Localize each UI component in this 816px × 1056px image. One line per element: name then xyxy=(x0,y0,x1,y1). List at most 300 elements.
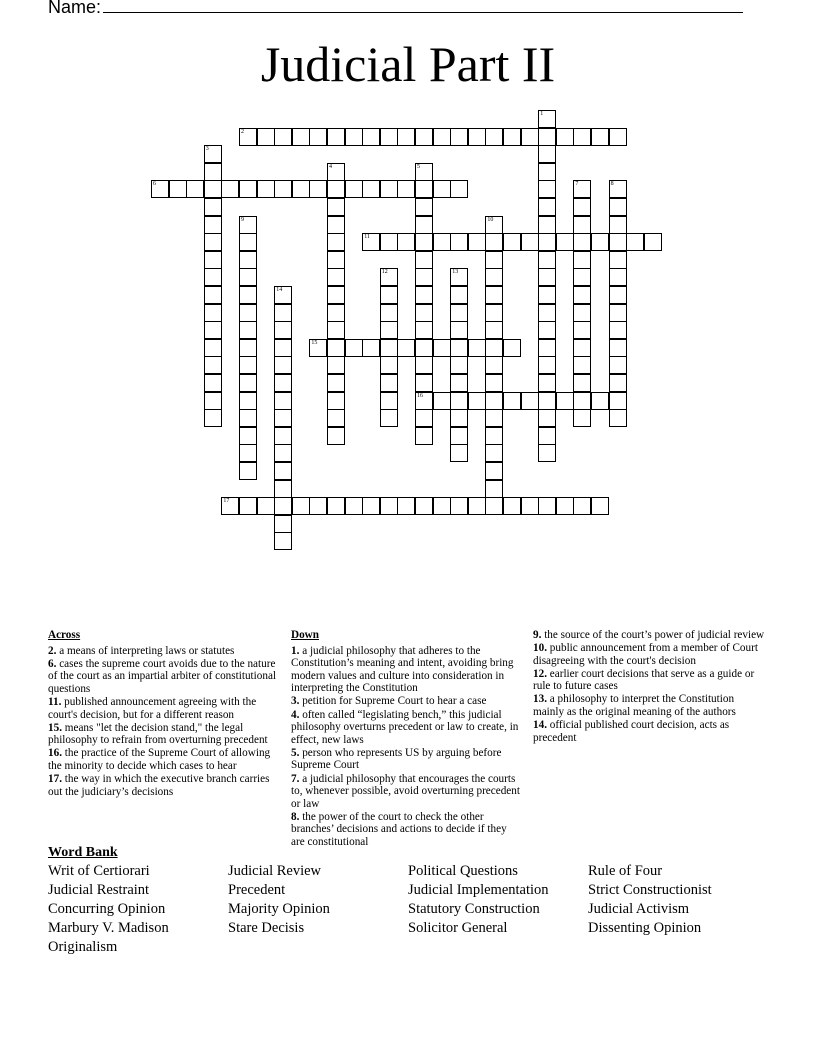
cell-number: 13 xyxy=(452,269,459,276)
grid-cell[interactable] xyxy=(609,356,627,374)
grid-cell[interactable] xyxy=(556,233,574,251)
grid-cell[interactable] xyxy=(415,268,433,286)
grid-cell[interactable] xyxy=(485,128,503,146)
grid-cell[interactable] xyxy=(415,233,433,251)
grid-cell[interactable] xyxy=(274,392,292,410)
grid-cell[interactable] xyxy=(257,180,275,198)
grid-cell[interactable] xyxy=(538,286,556,304)
grid-cell[interactable] xyxy=(538,321,556,339)
grid-cell[interactable] xyxy=(274,286,292,304)
grid-cell[interactable] xyxy=(450,286,468,304)
grid-cell[interactable] xyxy=(239,427,257,445)
grid-cell[interactable] xyxy=(239,268,257,286)
grid-cell[interactable] xyxy=(538,233,556,251)
grid-cell[interactable] xyxy=(327,233,345,251)
grid-cell[interactable] xyxy=(380,304,398,322)
grid-cell[interactable] xyxy=(538,128,556,146)
name-label: Name: xyxy=(48,0,102,17)
grid-cell[interactable] xyxy=(521,233,539,251)
grid-cell[interactable] xyxy=(521,128,539,146)
grid-cell[interactable] xyxy=(415,321,433,339)
grid-cell[interactable] xyxy=(556,497,574,515)
grid-cell[interactable] xyxy=(415,128,433,146)
grid-cell[interactable] xyxy=(362,339,380,357)
grid-cell[interactable] xyxy=(309,128,327,146)
word-bank-column-3 xyxy=(408,862,549,938)
grid-cell[interactable] xyxy=(239,374,257,392)
clue-number: 2. xyxy=(48,644,57,657)
cell-number: 8 xyxy=(610,181,614,188)
grid-cell[interactable] xyxy=(397,497,415,515)
cell-number: 11 xyxy=(364,234,370,241)
grid-cell[interactable] xyxy=(204,268,222,286)
grid-cell[interactable] xyxy=(397,180,415,198)
grid-cell[interactable] xyxy=(450,128,468,146)
grid-cell[interactable] xyxy=(433,233,451,251)
grid-cell[interactable] xyxy=(573,321,591,339)
grid-cell[interactable] xyxy=(239,392,257,410)
grid-cell[interactable] xyxy=(274,304,292,322)
grid-cell[interactable] xyxy=(204,163,222,181)
grid-cell[interactable] xyxy=(538,392,556,410)
grid-cell[interactable] xyxy=(609,251,627,269)
grid-cell[interactable] xyxy=(538,198,556,216)
grid-cell[interactable] xyxy=(415,163,433,181)
clue-text: means "let the decision stand," the legal philosophy to refrain from overturning precedent xyxy=(48,721,268,747)
cell-number: 16 xyxy=(417,392,423,399)
grid-cell[interactable] xyxy=(257,128,275,146)
grid-cell[interactable] xyxy=(538,304,556,322)
grid-cell[interactable] xyxy=(292,497,310,515)
word-bank-item: Political Questions xyxy=(408,863,518,879)
grid-cell[interactable] xyxy=(609,304,627,322)
grid-cell[interactable] xyxy=(345,339,363,357)
grid-cell[interactable] xyxy=(327,427,345,445)
grid-cell[interactable] xyxy=(485,427,503,445)
grid-cell[interactable] xyxy=(485,392,503,410)
clue-number: 15. xyxy=(48,721,62,734)
grid-cell[interactable] xyxy=(274,128,292,146)
grid-cell[interactable] xyxy=(433,180,451,198)
grid-cell[interactable] xyxy=(239,216,257,234)
grid-cell[interactable] xyxy=(538,145,556,163)
clue-number: 1. xyxy=(291,644,300,657)
grid-cell[interactable] xyxy=(609,268,627,286)
grid-cell[interactable] xyxy=(644,233,662,251)
grid-cell[interactable] xyxy=(274,444,292,462)
grid-cell[interactable] xyxy=(538,409,556,427)
grid-cell[interactable] xyxy=(257,497,275,515)
grid-cell[interactable] xyxy=(380,180,398,198)
grid-cell[interactable] xyxy=(485,251,503,269)
grid-cell[interactable] xyxy=(450,374,468,392)
grid-cell[interactable] xyxy=(380,497,398,515)
grid-cell[interactable] xyxy=(204,321,222,339)
grid-cell[interactable] xyxy=(204,233,222,251)
clue-item xyxy=(291,695,523,708)
grid-cell[interactable] xyxy=(485,444,503,462)
clue-text: a means of interpreting laws or statutes xyxy=(56,644,235,657)
cell-number: 5 xyxy=(417,163,420,170)
grid-cell[interactable] xyxy=(415,497,433,515)
grid-cell[interactable] xyxy=(274,374,292,392)
cell-number: 3 xyxy=(205,146,209,153)
grid-cell[interactable] xyxy=(538,427,556,445)
clue-number: 16. xyxy=(48,747,62,760)
clue-number: 12. xyxy=(533,667,547,680)
clue-item xyxy=(533,719,765,744)
grid-cell[interactable] xyxy=(204,251,222,269)
clue-item xyxy=(533,668,765,693)
grid-cell[interactable] xyxy=(415,409,433,427)
grid-cell[interactable] xyxy=(450,427,468,445)
grid-cell[interactable] xyxy=(186,180,204,198)
grid-cell[interactable] xyxy=(239,497,257,515)
grid-cell[interactable] xyxy=(573,374,591,392)
grid-cell[interactable] xyxy=(274,532,292,550)
grid-cell[interactable] xyxy=(573,128,591,146)
clue-number: 3. xyxy=(291,695,300,708)
grid-cell[interactable] xyxy=(239,233,257,251)
grid-cell[interactable] xyxy=(415,392,433,410)
grid-cell[interactable] xyxy=(609,216,627,234)
grid-cell[interactable] xyxy=(239,251,257,269)
grid-cell[interactable] xyxy=(239,286,257,304)
grid-cell[interactable] xyxy=(538,356,556,374)
grid-cell[interactable] xyxy=(274,356,292,374)
grid-cell[interactable] xyxy=(327,251,345,269)
clue-text: a philosophy to interpret the Constitution mainly as the original meaning of the authors xyxy=(533,693,736,719)
grid-cell[interactable] xyxy=(380,374,398,392)
grid-cell[interactable] xyxy=(204,339,222,357)
word-bank-item: Concurring Opinion xyxy=(48,901,166,917)
word-bank-item: Marbury V. Madison xyxy=(48,920,169,936)
grid-cell[interactable] xyxy=(274,515,292,533)
grid-cell[interactable] xyxy=(204,392,222,410)
grid-cell[interactable] xyxy=(450,497,468,515)
grid-cell[interactable] xyxy=(433,339,451,357)
grid-cell[interactable] xyxy=(380,286,398,304)
grid-cell[interactable] xyxy=(573,251,591,269)
grid-cell[interactable] xyxy=(485,497,503,515)
grid-cell[interactable] xyxy=(169,180,187,198)
clue-item xyxy=(291,773,523,811)
grid-cell[interactable] xyxy=(327,128,345,146)
grid-cell[interactable] xyxy=(503,128,521,146)
grid-cell[interactable] xyxy=(591,233,609,251)
grid-cell[interactable] xyxy=(362,233,380,251)
grid-cell[interactable] xyxy=(204,356,222,374)
grid-cell[interactable] xyxy=(239,444,257,462)
grid-cell[interactable] xyxy=(327,198,345,216)
grid-cell[interactable] xyxy=(327,392,345,410)
grid-cell[interactable] xyxy=(450,339,468,357)
clue-text: person who represents US by arguing before Supreme Court xyxy=(291,746,502,772)
grid-cell[interactable] xyxy=(538,444,556,462)
grid-cell[interactable] xyxy=(415,216,433,234)
grid-cell[interactable] xyxy=(573,286,591,304)
cell-number: 17 xyxy=(223,498,230,505)
word-bank-column-4 xyxy=(588,862,712,938)
grid-cell[interactable] xyxy=(204,374,222,392)
grid-cell[interactable] xyxy=(450,268,468,286)
word-bank-item: Judicial Restraint xyxy=(48,882,150,898)
grid-cell[interactable] xyxy=(556,392,574,410)
word-bank-item: Majority Opinion xyxy=(228,901,330,917)
grid-cell[interactable] xyxy=(573,304,591,322)
grid-cell[interactable] xyxy=(450,304,468,322)
grid-cell[interactable] xyxy=(573,497,591,515)
grid-cell[interactable] xyxy=(573,233,591,251)
word-bank-item: Originalism xyxy=(48,939,118,955)
grid-cell[interactable] xyxy=(485,304,503,322)
grid-cell[interactable] xyxy=(573,180,591,198)
cell-number: 1 xyxy=(540,111,544,117)
grid-cell[interactable] xyxy=(485,321,503,339)
clue-text: a judicial philosophy that encourages the courts to, whenever possible, avoid overturning precedent or law xyxy=(291,772,520,810)
grid-cell[interactable] xyxy=(415,374,433,392)
grid-cell[interactable] xyxy=(538,180,556,198)
clue-item xyxy=(291,811,523,849)
grid-cell[interactable] xyxy=(485,216,503,234)
grid-cell[interactable] xyxy=(573,198,591,216)
grid-cell[interactable] xyxy=(380,268,398,286)
grid-cell[interactable] xyxy=(415,198,433,216)
grid-cell[interactable] xyxy=(345,180,363,198)
grid-cell[interactable] xyxy=(591,497,609,515)
clue-text: official published court decision, acts as precedent xyxy=(533,719,730,744)
grid-cell[interactable] xyxy=(609,339,627,357)
grid-cell[interactable] xyxy=(239,356,257,374)
grid-cell[interactable] xyxy=(239,304,257,322)
grid-cell[interactable] xyxy=(397,128,415,146)
grid-cell[interactable] xyxy=(204,145,222,163)
grid-cell[interactable] xyxy=(309,339,327,357)
grid-cell[interactable] xyxy=(239,321,257,339)
grid-cell[interactable] xyxy=(485,233,503,251)
grid-cell[interactable] xyxy=(239,409,257,427)
grid-cell[interactable] xyxy=(450,409,468,427)
grid-cell[interactable] xyxy=(609,321,627,339)
grid-cell[interactable] xyxy=(327,321,345,339)
grid-cell[interactable] xyxy=(327,216,345,234)
grid-cell[interactable] xyxy=(380,409,398,427)
clue-text: the practice of the Supreme Court of allowing the minority to decide which cases to hear xyxy=(48,747,271,772)
grid-cell[interactable] xyxy=(450,444,468,462)
word-bank-item: Judicial Implementation xyxy=(408,882,549,898)
cell-number: 4 xyxy=(329,163,332,170)
grid-cell[interactable] xyxy=(450,356,468,374)
grid-cell[interactable] xyxy=(503,233,521,251)
grid-cell[interactable] xyxy=(204,216,222,234)
grid-cell[interactable] xyxy=(327,497,345,515)
cell-number: 12 xyxy=(381,269,388,276)
grid-cell[interactable] xyxy=(538,374,556,392)
grid-cell[interactable] xyxy=(609,392,627,410)
grid-cell[interactable] xyxy=(609,233,627,251)
cell-number: 2 xyxy=(241,128,244,135)
grid-cell[interactable] xyxy=(345,128,363,146)
grid-cell[interactable] xyxy=(485,339,503,357)
grid-cell[interactable] xyxy=(468,392,486,410)
grid-cell[interactable] xyxy=(239,339,257,357)
grid-cell[interactable] xyxy=(415,180,433,198)
grid-cell[interactable] xyxy=(521,497,539,515)
grid-cell[interactable] xyxy=(450,392,468,410)
grid-cell[interactable] xyxy=(573,392,591,410)
grid-cell[interactable] xyxy=(221,180,239,198)
grid-cell[interactable] xyxy=(362,180,380,198)
grid-cell[interactable] xyxy=(327,163,345,181)
across-heading: Across xyxy=(48,629,81,641)
grid-cell[interactable] xyxy=(485,480,503,498)
clue-text: petition for Supreme Court to hear a case xyxy=(299,695,487,708)
across-clue-list xyxy=(48,645,280,799)
grid-cell[interactable] xyxy=(573,216,591,234)
grid-cell[interactable] xyxy=(204,409,222,427)
grid-cell[interactable] xyxy=(274,462,292,480)
grid-cell[interactable] xyxy=(415,304,433,322)
grid-cell[interactable] xyxy=(204,304,222,322)
grid-cell[interactable] xyxy=(609,409,627,427)
grid-cell[interactable] xyxy=(327,339,345,357)
grid-cell[interactable] xyxy=(573,339,591,357)
grid-cell[interactable] xyxy=(573,268,591,286)
clue-text: the source of the court’s power of judicial review xyxy=(541,629,765,641)
grid-cell[interactable] xyxy=(468,233,486,251)
grid-cell[interactable] xyxy=(485,374,503,392)
grid-cell[interactable] xyxy=(397,233,415,251)
clue-text: earlier court decisions that serve as a guide or rule to future cases xyxy=(533,667,755,693)
grid-cell[interactable] xyxy=(485,356,503,374)
grid-cell[interactable] xyxy=(626,233,644,251)
grid-cell[interactable] xyxy=(327,304,345,322)
grid-cell[interactable] xyxy=(239,128,257,146)
clue-text: a judicial philosophy that adheres to the Constitution’s meaning and intent, avoiding bring modern values and culture into consideration in interpreting the Constitution xyxy=(291,644,514,695)
grid-cell[interactable] xyxy=(327,286,345,304)
grid-cell[interactable] xyxy=(327,409,345,427)
grid-cell[interactable] xyxy=(274,180,292,198)
grid-cell[interactable] xyxy=(327,268,345,286)
grid-cell[interactable] xyxy=(538,339,556,357)
grid-cell[interactable] xyxy=(591,392,609,410)
grid-cell[interactable] xyxy=(468,339,486,357)
grid-cell[interactable] xyxy=(327,356,345,374)
grid-cell[interactable] xyxy=(274,339,292,357)
grid-cell[interactable] xyxy=(204,180,222,198)
grid-cell[interactable] xyxy=(151,180,169,198)
grid-cell[interactable] xyxy=(450,180,468,198)
clue-text: often called “legislating bench,” this judicial philosophy overturns precedent or law to create, in effect, new laws xyxy=(291,708,519,746)
grid-cell[interactable] xyxy=(380,321,398,339)
grid-cell[interactable] xyxy=(433,497,451,515)
grid-cell[interactable] xyxy=(274,427,292,445)
grid-cell[interactable] xyxy=(221,497,239,515)
grid-cell[interactable] xyxy=(274,497,292,515)
clue-text: cases the supreme court avoids due to the nature of the court as an impartial arbiter of constitutional questions xyxy=(48,657,277,695)
grid-cell[interactable] xyxy=(485,409,503,427)
grid-cell[interactable] xyxy=(468,128,486,146)
grid-cell[interactable] xyxy=(327,374,345,392)
grid-cell[interactable] xyxy=(573,356,591,374)
grid-cell[interactable] xyxy=(380,233,398,251)
clue-item xyxy=(48,722,280,747)
grid-cell[interactable] xyxy=(415,356,433,374)
grid-cell[interactable] xyxy=(292,128,310,146)
grid-cell[interactable] xyxy=(573,409,591,427)
grid-cell[interactable] xyxy=(503,392,521,410)
grid-cell[interactable] xyxy=(433,392,451,410)
grid-cell[interactable] xyxy=(309,497,327,515)
down-clue-list-1 xyxy=(291,645,523,849)
grid-cell[interactable] xyxy=(538,163,556,181)
grid-cell[interactable] xyxy=(204,198,222,216)
clue-number: 11. xyxy=(48,695,62,708)
grid-cell[interactable] xyxy=(468,497,486,515)
grid-cell[interactable] xyxy=(362,497,380,515)
grid-cell[interactable] xyxy=(292,180,310,198)
grid-cell[interactable] xyxy=(503,497,521,515)
grid-cell[interactable] xyxy=(521,392,539,410)
grid-cell[interactable] xyxy=(538,497,556,515)
clue-number: 10. xyxy=(533,642,547,655)
grid-cell[interactable] xyxy=(609,198,627,216)
grid-cell[interactable] xyxy=(609,180,627,198)
grid-cell[interactable] xyxy=(556,128,574,146)
grid-cell[interactable] xyxy=(503,339,521,357)
grid-cell[interactable] xyxy=(591,128,609,146)
grid-cell[interactable] xyxy=(609,128,627,146)
grid-cell[interactable] xyxy=(415,286,433,304)
grid-cell[interactable] xyxy=(397,339,415,357)
clue-number: 4. xyxy=(291,708,300,721)
grid-cell[interactable] xyxy=(485,462,503,480)
clue-item xyxy=(291,645,523,695)
grid-cell[interactable] xyxy=(309,180,327,198)
grid-cell[interactable] xyxy=(415,251,433,269)
grid-cell[interactable] xyxy=(609,374,627,392)
grid-cell[interactable] xyxy=(538,268,556,286)
grid-cell[interactable] xyxy=(239,180,257,198)
grid-cell[interactable] xyxy=(538,216,556,234)
grid-cell[interactable] xyxy=(345,497,363,515)
grid-cell[interactable] xyxy=(415,427,433,445)
grid-cell[interactable] xyxy=(204,286,222,304)
grid-cell[interactable] xyxy=(450,233,468,251)
clue-item xyxy=(533,629,765,642)
grid-cell[interactable] xyxy=(380,339,398,357)
grid-cell[interactable] xyxy=(274,409,292,427)
grid-cell[interactable] xyxy=(450,321,468,339)
grid-cell[interactable] xyxy=(538,110,556,128)
grid-cell[interactable] xyxy=(609,286,627,304)
grid-cell[interactable] xyxy=(380,392,398,410)
grid-cell[interactable] xyxy=(485,286,503,304)
grid-cell[interactable] xyxy=(485,268,503,286)
clue-number: 6. xyxy=(48,657,57,670)
grid-cell[interactable] xyxy=(327,180,345,198)
grid-cell[interactable] xyxy=(362,128,380,146)
grid-cell[interactable] xyxy=(274,480,292,498)
grid-cell[interactable] xyxy=(538,251,556,269)
grid-cell[interactable] xyxy=(415,339,433,357)
grid-cell[interactable] xyxy=(274,321,292,339)
grid-cell[interactable] xyxy=(239,462,257,480)
grid-cell[interactable] xyxy=(380,128,398,146)
grid-cell[interactable] xyxy=(433,128,451,146)
grid-cell[interactable] xyxy=(380,356,398,374)
clue-item xyxy=(291,709,523,747)
